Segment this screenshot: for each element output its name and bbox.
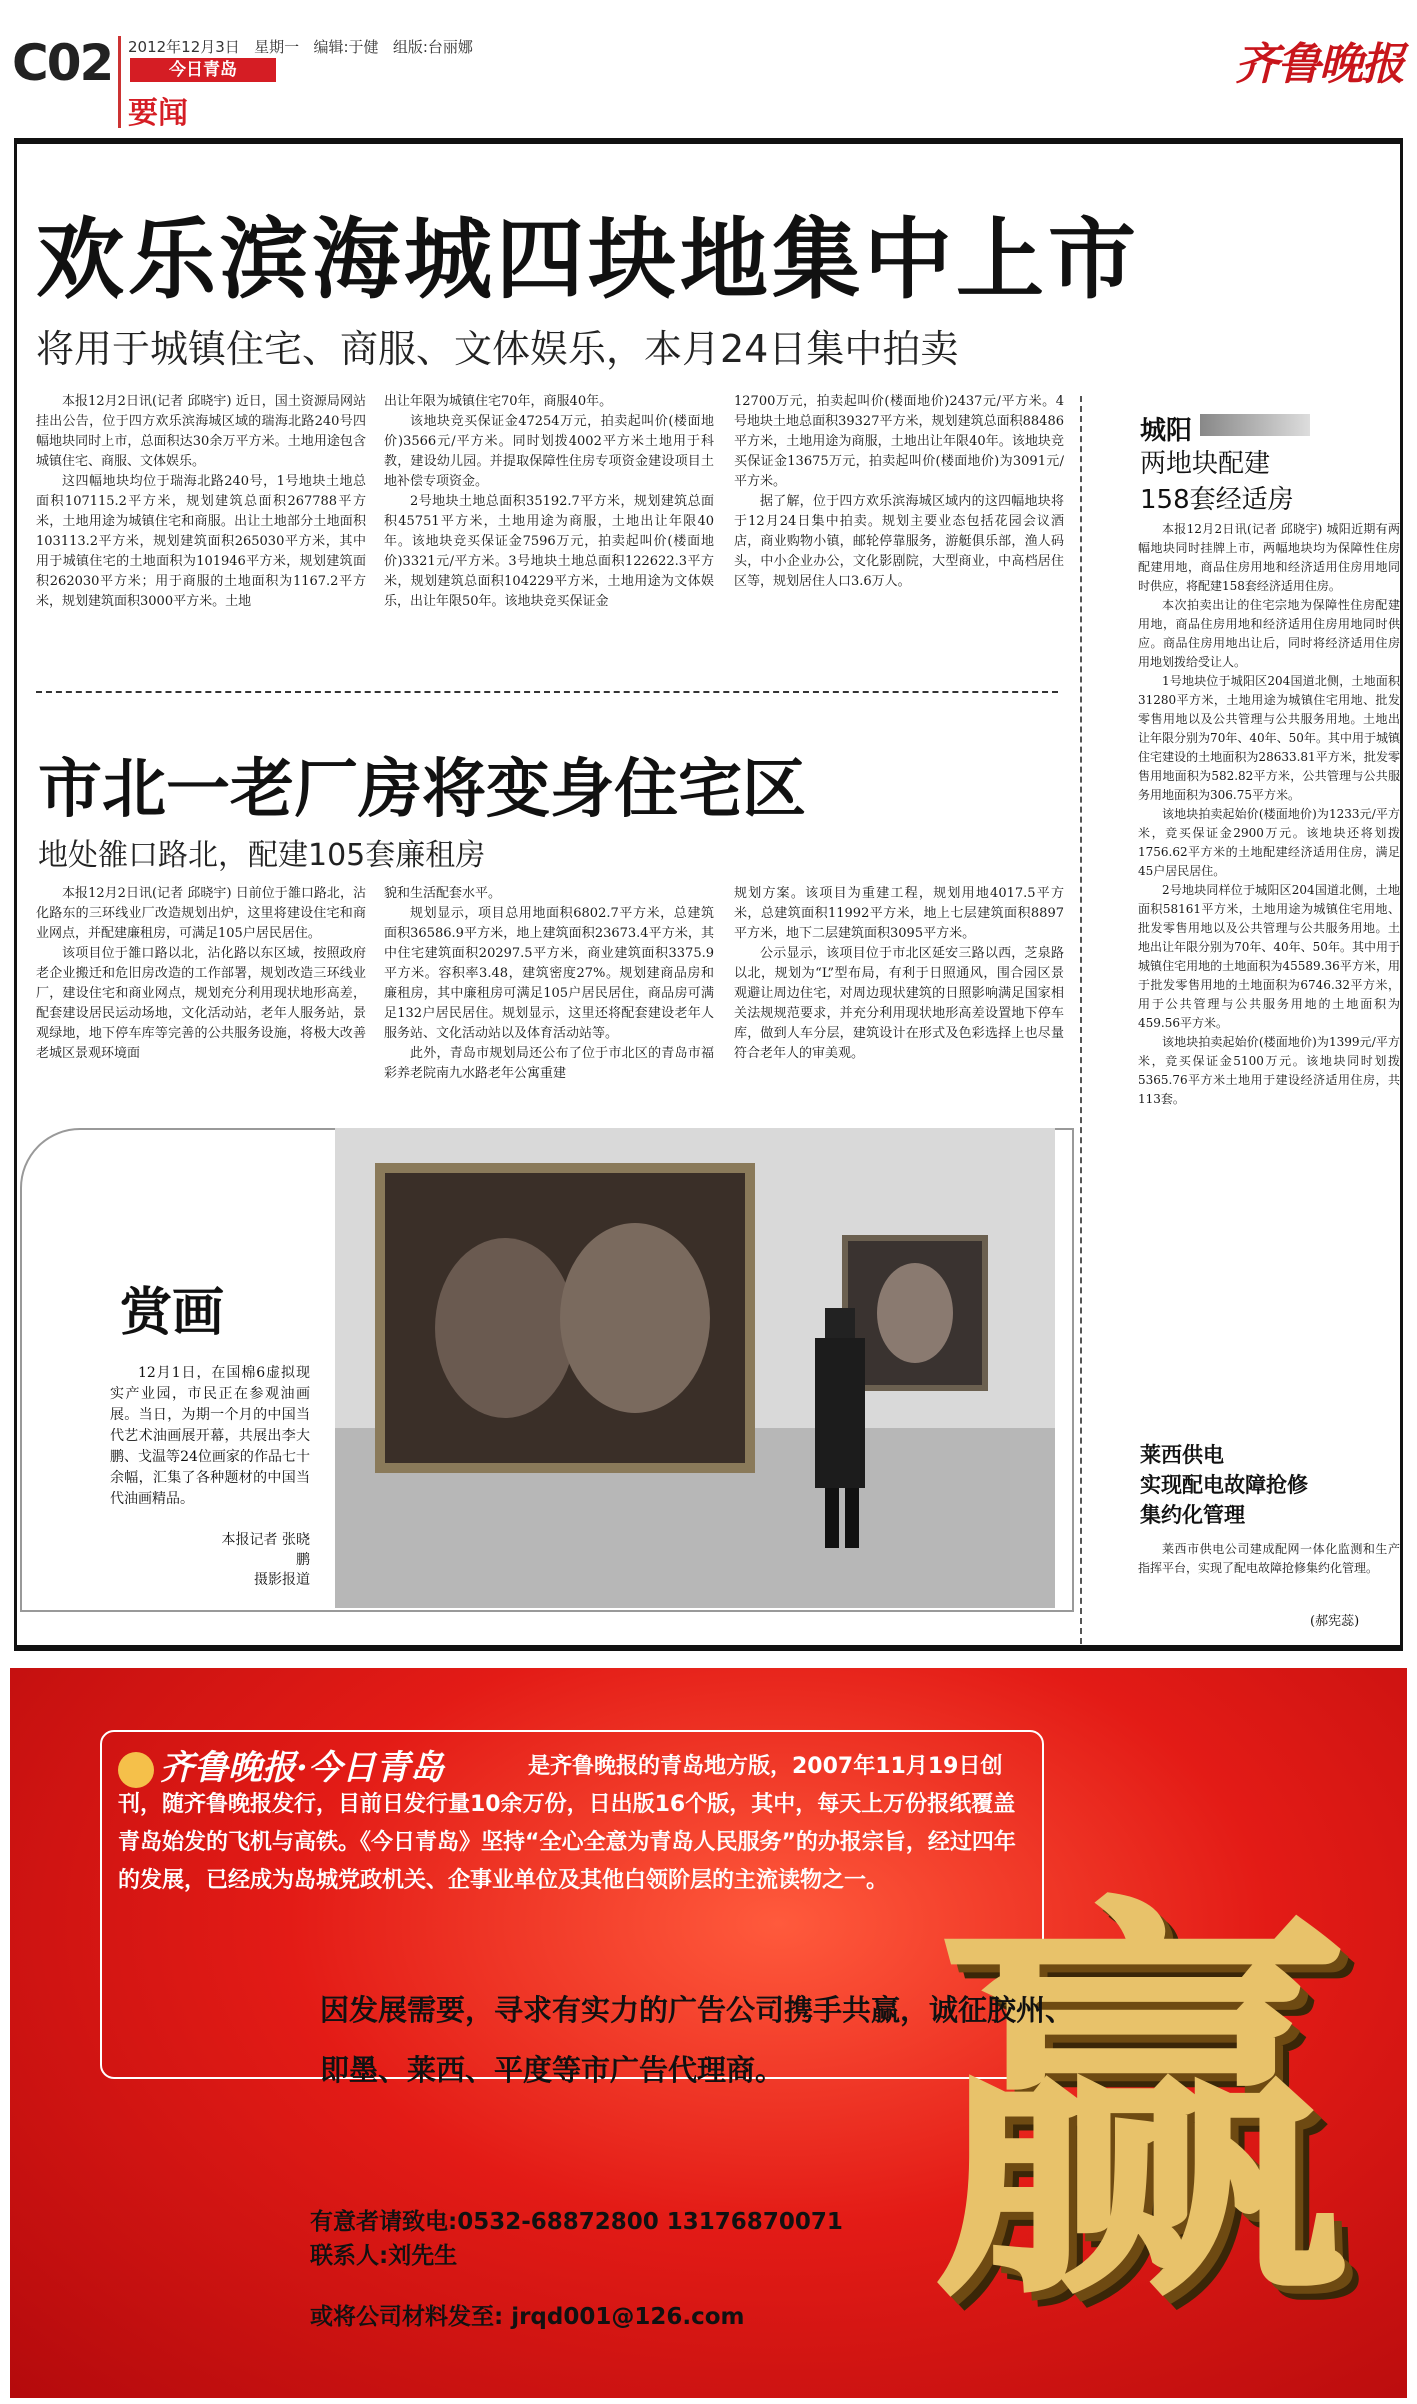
photo-title: 赏画 — [120, 1283, 225, 1343]
caption-text: 12月1日，在国棉6虚拟现实产业园，市民正在参观油画展。当日，为期一个月的中国当代艺术油画展开幕，共展出李大鹏、戈温等24位画家的作品七十余幅，汇集了各种题材的中国当代油画精品。 — [110, 1365, 310, 1507]
sidebar-title-line: 158套经适房 — [1140, 485, 1294, 515]
sidebar2-credit: (郝宪蕊) — [1310, 1614, 1360, 1629]
weekday: 星期一 — [254, 38, 300, 56]
article2-headline: 市北一老厂房将变身住宅区 — [38, 753, 806, 827]
paragraph: 本报12月2日讯(记者 邱晓宇) 近日，国土资源局网站挂出公告，位于四方欢乐滨海城区域的瑞海北路240号四幅地块同时上市，总面积达30余万平方米。土地用途包含城镇住宅、商服、文体娱乐。 — [36, 394, 366, 469]
credit-note: 摄影报道 — [254, 1572, 310, 1588]
paragraph: 该地块拍卖起始价(楼面地价)为1233元/平方米，竞买保证金2900万元。该地块还将划拨1756.62平方米的土地配建经济适用住房，满足45户居民居住。 — [1138, 807, 1400, 878]
paragraph: 2号地块土地总面积35192.7平方米，规划建筑总面积45751平方米，土地用途为商服，土地出让年限40年。该地块竞买保证金7596万元，拍卖起叫价(楼面地价)3321元/平方米。3号地块土地总面积122622.3平方米，规划建筑总面积104229平方米，土地用途为文体娱乐，出让年限50年。该地块竞买保证金 — [384, 494, 714, 609]
paragraph: 此外，青岛市规划局还公布了位于市北区的青岛市福彩养老院南九水路老年公寓重建 — [384, 1046, 714, 1081]
bottom-rule — [14, 1645, 1403, 1651]
header-meta — [128, 36, 473, 57]
paragraph: 本次拍卖出让的住宅宗地为保障性住房配建用地，商品住房用地和经济适用住房用地同时供应。商品住房用地出让后，同时将经济适用住房用地划拨给受让人。 — [1138, 598, 1400, 669]
article1-col2 — [384, 392, 714, 612]
section-divider — [36, 691, 1058, 693]
article1-subhead: 将用于城镇住宅、商服、文体娱乐，本月24日集中拍卖 — [36, 327, 959, 371]
paragraph: 1号地块位于城阳区204国道北侧，土地面积31280平方米，土地用途为城镇住宅用地、批发零售用地以及公共管理与公共服务用地。土地出让年限分别为70年、40年、50年。其中用于城镇住宅建设的土地面积为28633.81平方米，批发零售用地面积为582.82平方米，公共管理与公共服务用地面积为306.75平方米。 — [1138, 674, 1400, 802]
sidebar-label: 城阳 — [1140, 416, 1193, 446]
logo-sun-icon — [118, 1752, 154, 1788]
sidebar2-title-line: 集约化管理 — [1140, 1503, 1245, 1527]
paragraph: 本报12月2日讯(记者 邱晓宇) 城阳近期有两幅地块同时挂牌上市，两幅地块均为保障性住房配建用地，商品住房用地和经济适用住房用地同时供应，将配建158套经济适用住房。 — [1138, 522, 1400, 593]
ad-email: 或将公司材料发至: jrqd001@126.com — [310, 2304, 745, 2330]
article1-col3 — [734, 392, 1064, 592]
paragraph: 貌和生活配套水平。 — [384, 886, 502, 901]
header-divider — [118, 36, 121, 128]
right-rule — [1400, 138, 1403, 1650]
ad-contact — [310, 2205, 843, 2273]
ad-recruit-text: 因发展需要，寻求有实力的广告公司携手共赢，诚征胶州、即墨、莱西、平度等市广告代理商。 — [320, 1993, 1075, 2087]
paragraph: 莱西市供电公司建成配网一体化监测和生产指挥平台，实现了配电故障抢修集约化管理。 — [1138, 1542, 1400, 1575]
paragraph: 公示显示，该项目位于市北区延安三路以西，芝泉路以北，规划为“L”型布局，有利于日照通风，围合园区景观避让周边住宅，对周边现状建筑的日照影响满足国家相关法规规范要求，并充分利用现状地形高差设置地下停车库，做到人车分层，建筑设计在形式及色彩选择上也尽量符合老年人的审美观。 — [734, 946, 1064, 1061]
sidebar-title — [1140, 446, 1294, 518]
editor: 编辑:于健 — [313, 38, 379, 56]
paragraph: 该地块竞买保证金47254万元，拍卖起叫价(楼面地价)3566元/平方米。同时划拨4002平方米土地用于科教，建设幼儿园。并提取保障性住房专项资金建设项目土地补偿专项资金。 — [384, 414, 714, 489]
sidebar-label-bar — [1200, 414, 1310, 436]
paragraph: 规划显示，项目总用地面积6802.7平方米，总建筑面积36586.9平方米，地上建筑面积23673.4平方米，其中住宅建筑面积20297.5平方米，商业建筑面积3375.9平方米。容积率3.48，建筑密度27%。规划建商品房和廉租房，其中廉租房可满足105户居民居住，商品房可满足132户居民居住。规划显示，这里还将配套建设老年人服务站、文化活动站以及体育活动站等。 — [384, 906, 714, 1041]
layout-editor: 组版:台丽娜 — [392, 38, 473, 56]
article2-col3 — [734, 884, 1064, 1064]
paragraph: 该地块拍卖起始价(楼面地价)为1399元/平方米，竞买保证金5100万元。该地块同时划拨5365.76平方米土地用于建设经济适用住房，共113套。 — [1138, 1035, 1400, 1106]
paragraph: 12700万元，拍卖起叫价(楼面地价)2437元/平方米。4号地块土地总面积39327平方米，规划建筑总面积88486平方米，土地用途为商服，土地出让年限40年。该地块竞买保证金13675万元，拍卖起叫价(楼面地价)为3091元/平方米。 — [734, 394, 1064, 489]
photo-caption — [110, 1363, 310, 1510]
paragraph: 出让年限为城镇住宅70年，商服40年。 — [384, 394, 613, 409]
sidebar2-title-line: 实现配电故障抢修 — [1140, 1473, 1308, 1497]
paragraph: 这四幅地块均位于瑞海北路240号，1号地块土地总面积107115.2平方米，规划建筑总面积267788平方米，土地用途为城镇住宅和商服。出让土地部分土地面积103113.2平方米，规划建筑面积265030平方米，其中用于城镇住宅的土地面积为101946平方米，规划建筑面积262030平方米；用于商服的土地面积为1167.2平方米，规划建筑面积3000平方米。土地 — [36, 474, 366, 609]
page-number: C02 — [12, 34, 113, 92]
photo-illustration — [335, 1128, 1055, 1608]
article1-headline: 欢乐滨海城四块地集中上市 — [36, 208, 1141, 311]
column-divider — [1080, 396, 1082, 1644]
credit-reporter: 本报记者 张晓鹏 — [221, 1532, 310, 1568]
article1-col1 — [36, 392, 366, 612]
win-glyph-graphic: 赢 — [930, 1865, 1350, 2354]
sidebar2-body — [1138, 1540, 1400, 1578]
paragraph: 本报12月2日讯(记者 邱晓宇) 日前位于雒口路北，沾化路东的三环线业厂改造规划出炉，这里将建设住宅和商业网点，并配建廉租房，可满足105户居民居住。 — [36, 886, 366, 941]
date: 2012年12月3日 — [128, 38, 240, 56]
paragraph: 该项目位于雒口路以北，沾化路以东区域，按照政府老企业搬迁和危旧房改造的工作部署，规划改造三环线业厂，建设住宅和商业网点，规划充分利用现状地形高差，配套建设居民运动场地，文化活动站，老年人服务站，景观绿地，地下停车库等完善的公共服务设施，将极大改善老城区景观环境面 — [36, 946, 366, 1061]
article2-col2 — [384, 884, 714, 1084]
sidebar2-title — [1140, 1440, 1308, 1530]
sidebar-title-line: 两地块配建 — [1140, 449, 1271, 479]
ad-logo-text: 齐鲁晚报·今日青岛 — [160, 1748, 444, 1788]
sidebar-body — [1138, 520, 1400, 1109]
ad-logo — [118, 1740, 444, 1789]
paragraph: 规划方案。该项目为重建工程，规划用地4017.5平方米，总建筑面积11992平方米，地上七层建筑面积8897平方米，地下二层建筑面积3095平方米。 — [734, 886, 1064, 941]
ad-phone: 有意者请致电:0532-68872800 13176870071 — [310, 2209, 843, 2235]
sidebar2-title-line: 莱西供电 — [1140, 1443, 1224, 1467]
article2-subhead: 地处雒口路北，配建105套廉租房 — [38, 838, 486, 873]
photo-credit — [220, 1530, 310, 1590]
exhibition-photo — [335, 1128, 1055, 1608]
ad-intro-text: 是齐鲁晚报的青岛地方版，2007年11月19日创刊，随齐鲁晚报发行，目前日发行量10余万份，日出版16个版，其中，每天上万份报纸覆盖青岛始发的飞机与高铁。《今日青岛》坚持“全心全意为青岛人民服务”的办报宗旨，经过四年的发展，已经成为岛城党政机关、企事业单位及其他白领阶层的主流读物之一。 — [118, 1754, 1016, 1893]
paragraph: 2号地块同样位于城阳区204国道北侧，土地面积58161平方米，土地用途为城镇住宅用地、批发零售用地以及公共管理与公共服务用地。土地出让年限分别为70年、40年、50年。其中用于城镇住宅用地的土地面积为45589.36平方米，用于批发零售用地的土地面积为6746.32平方米，用于公共管理与公共服务用地的土地面积为459.56平方米。 — [1138, 883, 1400, 1030]
ad-contact-person: 联系人:刘先生 — [310, 2243, 458, 2269]
edition-tag: 今日青岛 — [130, 58, 276, 82]
paragraph: 据了解，位于四方欢乐滨海城区域内的这四幅地块将于12月24日集中拍卖。规划主要业态包括花园会议酒店，商业购物小镇，邮轮停靠服务，游艇俱乐部，渔人码头，中小企业办公，文化影剧院，大型商业，中高档居住区等，规划居住人口3.6万人。 — [734, 494, 1064, 589]
article2-col1 — [36, 884, 366, 1064]
top-rule — [14, 138, 1403, 144]
section-title: 要闻 — [128, 96, 188, 131]
left-rule — [14, 138, 17, 1650]
masthead-logo: 齐鲁晚报 — [1235, 39, 1403, 90]
